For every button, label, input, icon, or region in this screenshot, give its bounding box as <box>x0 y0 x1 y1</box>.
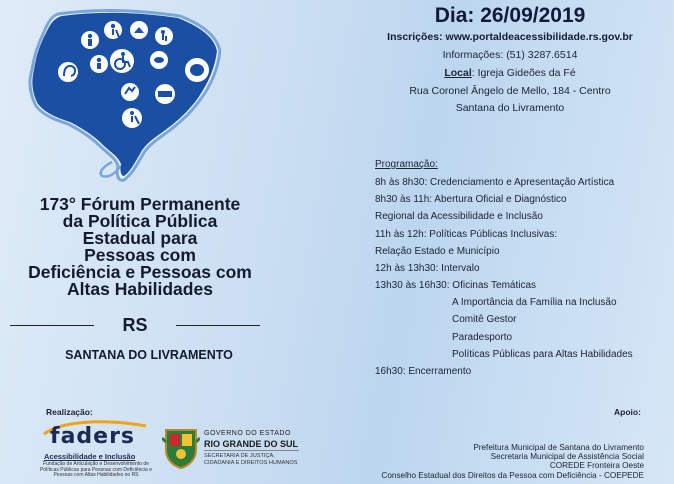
apoio-item: Secretaria Municipal de Assistência Social <box>490 452 644 461</box>
visual-impairment-icon <box>150 51 168 69</box>
schedule-item: 12h às 13h30: Intervalo <box>375 263 480 274</box>
sign-language-icon <box>121 83 139 101</box>
state-label: RS <box>122 315 148 335</box>
walker-icon <box>155 27 173 45</box>
hearing-icon <box>58 62 78 82</box>
venue-city: Santana do Livramento <box>455 102 565 114</box>
venue-name: : Igreja Gideões da Fé <box>471 67 576 79</box>
title-line: Estadual para <box>82 228 198 248</box>
registration-line <box>350 31 670 43</box>
schedule-heading: Programação: <box>375 159 438 170</box>
divider-right <box>176 325 260 326</box>
signing-icon <box>130 21 148 39</box>
gov-line3: SECRETARIA DE JUSTIÇA, <box>204 453 275 459</box>
apoio-label: Apoio: <box>614 407 641 417</box>
blind-cane-icon <box>104 21 122 39</box>
apoio-item: Conselho Estadual dos Direitos da Pessoa com Deficiência - COEPEDE <box>381 471 644 480</box>
person-icon <box>81 31 99 49</box>
schedule-closing: 16h30: Encerramento <box>375 366 472 377</box>
gov-divider <box>204 450 299 451</box>
schedule-item: Relação Estado e Município <box>375 246 500 257</box>
faders-wordmark: faders <box>50 424 136 449</box>
rs-accessibility-map <box>20 6 230 186</box>
schedule-item: 8h30 às 11h: Abertura Oficial e Diagnóstico <box>375 194 567 205</box>
venue-line <box>350 67 670 79</box>
schedule-item: Regional da Acessibilidade e Inclusão <box>375 211 543 222</box>
schedule-item: 8h às 8h30: Credenciamento e Apresentação Artística <box>375 177 615 188</box>
title-line: Pessoas com <box>84 245 196 265</box>
registration-label: Inscrições: <box>387 31 443 43</box>
title-line: Altas Habilidades <box>67 279 213 299</box>
faders-description: Fundação de Articulação e Desenvolvimento de Políticas Públicas para Pessoas com Deficiência e Pessoas com Altas Habilidades no RS <box>40 461 152 478</box>
schedule-item: 11h às 12h: Políticas Públicas Inclusivas: <box>375 229 558 240</box>
caption-icon <box>155 84 175 104</box>
event-date: Dia: 26/09/2019 <box>434 4 586 27</box>
title-line: Deficiência e Pessoas com <box>28 262 252 282</box>
forum-title <box>0 196 280 298</box>
gov-line4: CIDADANIA E DIREITOS HUMANOS <box>204 460 298 466</box>
gov-line2: RIO GRANDE DO SUL <box>204 439 299 449</box>
apoio-item: COREDE Fronteira Oeste <box>549 461 644 470</box>
schedule-item: 13h30 às 16h30: Oficinas Temáticas <box>375 280 537 291</box>
phone-info: Informações: (51) 3287.6514 <box>442 49 578 61</box>
apoio-item: Prefeitura Municipal de Santana do Livramento <box>473 443 644 452</box>
wheelchair-icon <box>110 49 134 73</box>
title-line: 173° Fórum Permanente <box>39 194 241 214</box>
city-title: SANTANA DO LIVRAMENTO <box>65 348 233 362</box>
faders-tagline: Acessibilidade e Inclusão <box>44 452 136 461</box>
state-coat-of-arms-icon <box>162 424 200 470</box>
venue-label: Local <box>444 67 472 79</box>
realizacao-label: Realização: <box>46 407 93 417</box>
title-line: da Política Pública <box>62 211 218 231</box>
blind-walking-icon <box>122 108 142 128</box>
workshop-item: Paradesporto <box>452 332 513 343</box>
gov-line1: GOVERNO DO ESTADO <box>204 430 291 437</box>
child-icon <box>90 55 108 73</box>
workshop-item: Comitê Gestor <box>452 314 517 325</box>
registration-url[interactable]: www.portaldeacessibilidade.rs.gov.br <box>445 31 633 43</box>
workshop-item: A Importância da Família na Inclusão <box>452 297 617 308</box>
venue-address: Rua Coronel Ângelo de Mello, 184 - Centro <box>409 85 611 97</box>
workshop-item: Políticas Públicas para Altas Habilidades <box>452 349 633 360</box>
divider-left <box>10 325 94 326</box>
brain-icon <box>184 57 210 83</box>
